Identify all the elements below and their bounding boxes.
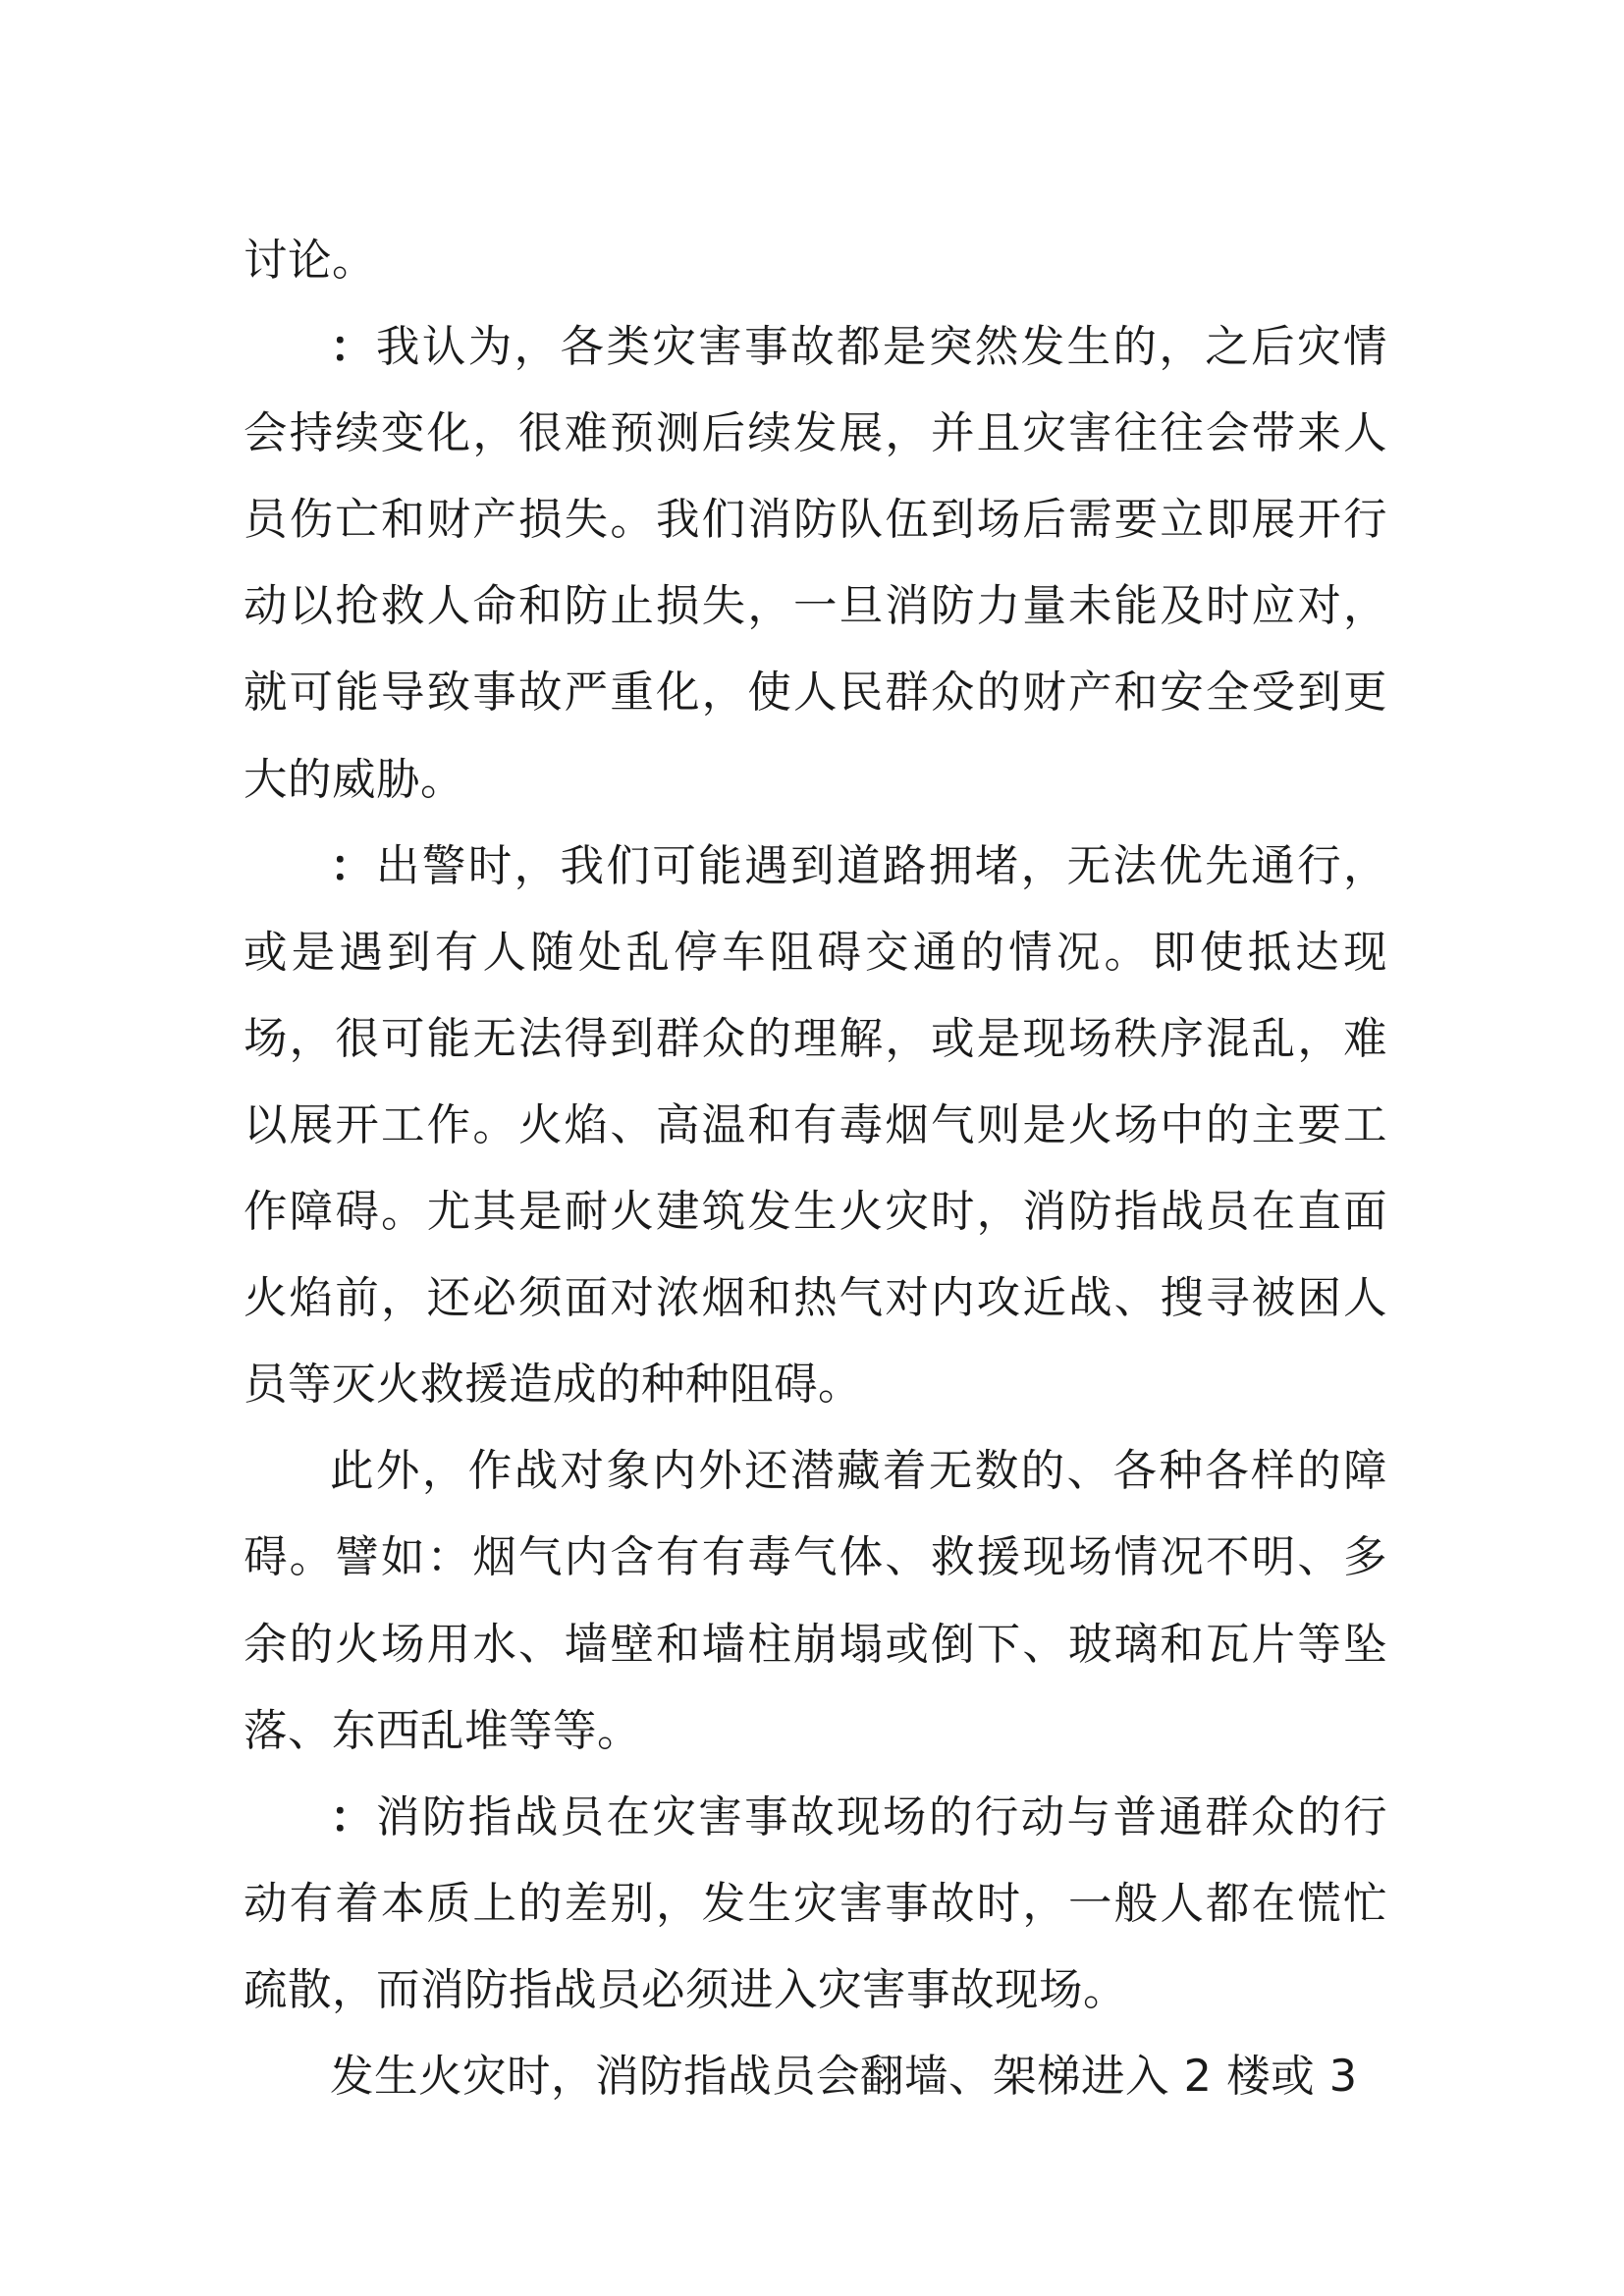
paragraph-text: 讨论。 [244,236,377,286]
paragraph-text: 出警时，我们可能遇到道路拥堵，无法优先通行，或是遇到有人随处乱停车阻碍交通的情况。即使抵达现场，很可能无法得到群众的理解，或是现场秩序混乱，难以展开工作。火焰、高温和有毒烟气则是火场中的主要工作障碍。尤其是耐火建筑发生火灾时，消防指战员在直面火焰前，还必须面对浓烟和热气对内攻近战、搜寻被困人员等灭火救援造成的种种阻碍。 [244,840,1387,1411]
paragraph-6 [244,2034,1387,2120]
speaker-marker: ： [330,1791,376,1842]
paragraph-4 [244,1428,1387,1774]
paragraph-text: 此外，作战对象内外还潜藏着无数的、各种各样的障碍。譬如：烟气内含有有毒气体、救援现场情况不明、多余的火场用水、墙壁和墙柱崩塌或倒下、玻璃和瓦片等坠落、东西乱堆等等。 [244,1446,1387,1756]
paragraph-text: 我认为，各类灾害事故都是突然发生的，之后灾情会持续变化，很难预测后续发展，并且灾害往往会带来人员伤亡和财产损失。我们消防队伍到场后需要立即展开行动以抢救人命和防止损失，一旦消防力量未能及时应对，就可能导致事故严重化，使人民群众的财产和安全受到更大的威胁。 [244,322,1387,805]
paragraph-text: 消防指战员在灾害事故现场的行动与普通群众的行动有着本质上的差别，发生灾害事故时，一般人都在慌忙疏散，而消防指战员必须进入灾害事故现场。 [244,1791,1387,2015]
speaker-marker: ： [330,840,376,891]
speaker-marker: ： [330,322,376,373]
document-body [244,218,1387,2120]
paragraph-text: 发生火灾时，消防指战员会翻墙、架梯进入 2 楼或 3 [330,2051,1358,2102]
paragraph-2 [244,304,1387,824]
paragraph-1 [244,218,1387,304]
paragraph-5 [244,1775,1387,2034]
paragraph-3 [244,824,1387,1429]
